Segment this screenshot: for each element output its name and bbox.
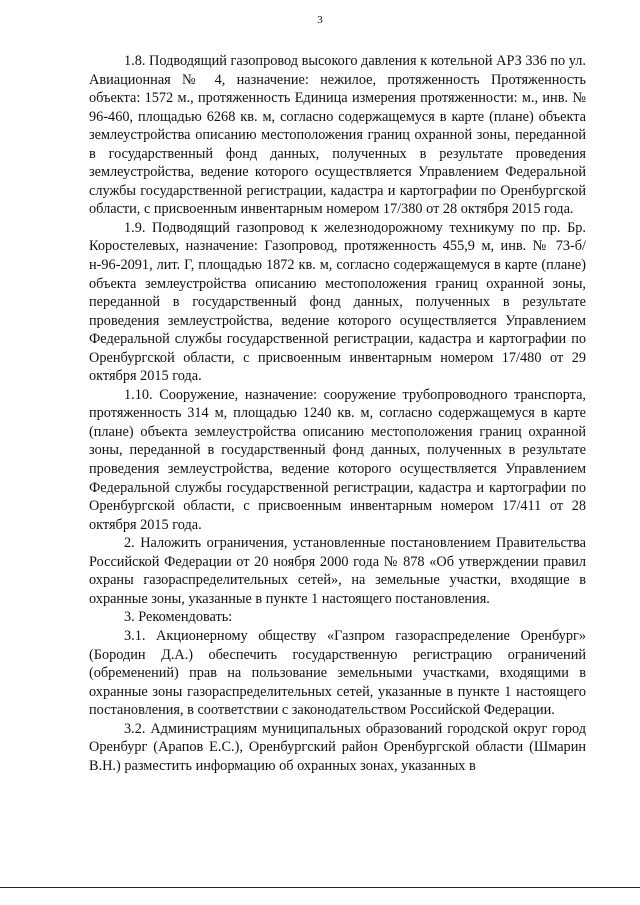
paragraph-3-2: 3.2. Администрациям муниципальных образований городской округ город Оренбург (Арапов Е.С.), Оренбургский район Оренбургской области (Шмарин В.Н.) разместить информацию об охранных зонах, указанных в [89, 720, 586, 774]
page-bottom-rule [0, 887, 640, 888]
document-body [89, 52, 586, 775]
paragraph-3-1: 3.1. Акционерному обществу «Газпром газораспределение Оренбург» (Бородин Д.А.) обеспечить государственную регистрацию ограничений (обременений) прав на пользование земельными участками, входящими в охранные зоны газораспределительных сетей, указанные в пункте 1 настоящего постановления, в соответствии с законодательством Российской Федерации. [89, 627, 586, 719]
paragraph-3: 3. Рекомендовать: [124, 609, 233, 626]
paragraph-1-8: 1.8. Подводящий газопровод высокого давления к котельной АРЗ 336 по ул. Авиационная № 4, назначение: нежилое, протяженность Протяженность объекта: 1572 м., протяженность Единица измерения протяженности: м., инв. № 96-460, площадью 6268 кв. м, согласно содержащемуся в карте (плане) объекта землеустройства описанию местоположения границ охранной зоны, переданной в государственный фонд данных, полученных в результате проведения землеустройства, ведение которого осуществляется Управлением Федеральной службы государственной регистрации, кадастра и картографии по Оренбургской области, с присвоенным инвентарным номером 17/380 от 28 октября 2015 года. [89, 53, 586, 218]
page-number: 3 [317, 14, 323, 26]
paragraph-1-9: 1.9. Подводящий газопровод к железнодорожному техникуму по пр. Бр. Коростелевых, назначение: Газопровод, протяженность 455,9 м, инв. № 73-б/н-96-2091, лит. Г, площадью 1872 кв. м, согласно содержащемуся в карте (плане) объекта землеустройства описанию местоположения границ охранной зоны, переданной в государственный фонд данных, полученных в результате проведения землеустройства, ведение которого осуществляется Управлением Федеральной службы государственной регистрации, кадастра и картографии по Оренбургской области, с присвоенным инвентарным номером 17/480 от 29 октября 2015 года. [89, 219, 586, 385]
paragraph-2: 2. Наложить ограничения, установленные постановлением Правительства Российской Федерации от 20 ноября 2000 года № 878 «Об утверждении правил охраны газораспределительных сетей», на земельные участки, входящие в охранные зоны, указанные в пункте 1 настоящего постановления. [89, 535, 586, 607]
paragraph-1-10: 1.10. Сооружение, назначение: сооружение трубопроводного транспорта, протяженность 314 м, площадью 1240 кв. м, согласно содержащемуся в карте (плане) объекта землеустройства описанию местоположения границ охранной зоны, переданной в государственный фонд данных, полученных в результате проведения землеустройства, ведение которого осуществляется Управлением Федеральной службы государственной регистрации, кадастра и картографии по Оренбургской области, с присвоенным инвентарным номером 17/411 от 28 октября 2015 года. [89, 386, 586, 533]
